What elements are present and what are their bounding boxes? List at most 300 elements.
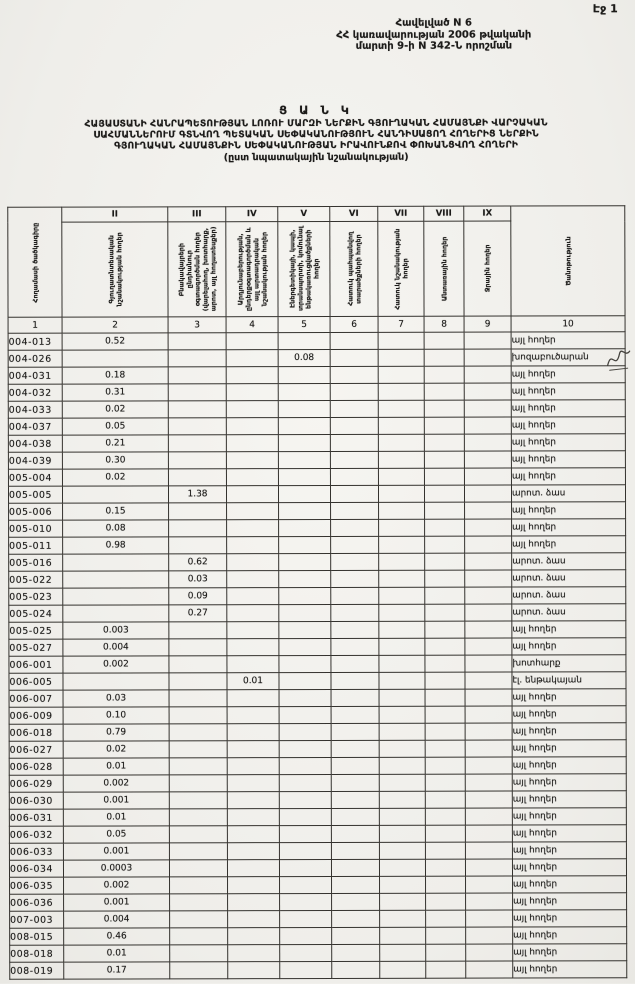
area-value: 0.27 [169, 605, 227, 622]
area-value [279, 553, 331, 570]
area-value [169, 537, 227, 554]
appendix-header [254, 17, 614, 52]
land-type-note: էլ. ենթակայան [512, 672, 626, 689]
area-value [170, 945, 228, 962]
land-type-note: խոտհարք [512, 655, 626, 672]
parcel-code: 004-031 [8, 367, 62, 384]
area-value [331, 655, 379, 672]
header-roman-row-el [8, 206, 625, 223]
area-value: 0.05 [62, 418, 168, 435]
area-value [466, 876, 513, 893]
land-type-note: այլ հողեր [511, 332, 625, 349]
area-value: 0.02 [63, 741, 169, 758]
table-row [10, 961, 627, 980]
table-row [9, 672, 626, 691]
area-value [425, 655, 465, 672]
area-value [280, 944, 332, 961]
land-type-note: այլ հողեր [513, 910, 627, 927]
appendix-header-line: ՀՀ կառավարության 2006 թվականի [336, 28, 532, 41]
parcel-code: 005-027 [9, 639, 63, 656]
area-value [464, 468, 511, 485]
table-row [9, 621, 626, 640]
column-header-label: Հատուկ պահպանվող տարածքների հողեր [345, 231, 363, 307]
area-value [378, 485, 424, 502]
area-value: 0.08 [278, 349, 330, 366]
area-value [331, 638, 379, 655]
area-value [331, 808, 379, 825]
column-header [8, 207, 62, 317]
area-value [228, 928, 280, 945]
area-value [465, 791, 512, 808]
area-value: 1.38 [168, 486, 226, 503]
area-value: 0.46 [64, 928, 170, 945]
area-value [278, 400, 330, 417]
parcel-code: 008-015 [10, 928, 64, 945]
area-value [465, 502, 512, 519]
area-value [169, 843, 227, 860]
area-value [226, 469, 278, 486]
area-value [279, 587, 331, 604]
table-row [9, 757, 626, 776]
table-row [9, 536, 626, 555]
parcel-code: 004-038 [8, 435, 62, 452]
area-value: 0.52 [62, 333, 168, 350]
parcel-code: 006-035 [10, 877, 64, 894]
area-value [169, 503, 227, 520]
table-row [8, 451, 625, 470]
table-row [9, 706, 626, 725]
area-value [331, 502, 379, 519]
area-value [168, 452, 226, 469]
table-row [10, 910, 627, 929]
column-header [168, 222, 226, 317]
parcel-code: 008-018 [10, 945, 64, 962]
area-value [464, 485, 511, 502]
area-value [379, 723, 425, 740]
column-header [62, 222, 168, 317]
area-value [379, 859, 425, 876]
area-value [279, 859, 331, 876]
area-value [227, 639, 279, 656]
parcel-code: 008-019 [10, 962, 64, 979]
column-header [226, 222, 278, 317]
area-value [425, 723, 465, 740]
table-row [9, 638, 626, 657]
parcel-code: 006-032 [9, 826, 63, 843]
table-row [9, 553, 626, 572]
title-subnote: (ըստ նպատակային նշանակության) [223, 152, 409, 164]
area-value [465, 689, 512, 706]
land-type-note: այլ հողեր [512, 689, 626, 706]
land-type-note: այլ հողեր [513, 927, 627, 944]
area-value [169, 690, 227, 707]
area-value [227, 520, 279, 537]
column-header-label: Գյուղատնտեսական նշանակության հողեր [106, 232, 124, 307]
land-type-note: այլ հողեր [513, 876, 627, 893]
area-value [227, 537, 279, 554]
area-value [465, 587, 512, 604]
area-value [379, 587, 425, 604]
area-value [464, 451, 511, 468]
area-value [169, 520, 227, 537]
area-value [170, 928, 228, 945]
area-value [465, 706, 512, 723]
table-row [8, 468, 625, 487]
parcel-code: 005-023 [9, 588, 63, 605]
area-value [425, 689, 465, 706]
area-value [425, 808, 465, 825]
area-value [424, 383, 464, 400]
area-value [426, 927, 466, 944]
area-value [380, 927, 426, 944]
area-value [280, 876, 332, 893]
column-header-label: Էներգետիկայի, կապի, տրանսպորտի, կոմունալ ենթակառուցվածքների հողեր [287, 226, 320, 312]
area-value [228, 962, 280, 979]
area-value [279, 536, 331, 553]
area-value [380, 910, 426, 927]
area-value [169, 775, 227, 792]
area-value [169, 792, 227, 809]
column-header-label: Բնակավայրերի ընդհանուր օգտագործման հողեր (վարելահող, խոտհարք, արոտ, այլ հողատեսքեր) [176, 226, 218, 312]
area-value [278, 434, 330, 451]
area-value [227, 826, 279, 843]
column-roman-numeral: II [62, 207, 168, 222]
land-type-note: այլ հողեր [512, 519, 626, 536]
area-value [424, 332, 464, 349]
table-row [9, 587, 626, 606]
table-row [8, 434, 625, 453]
area-value [168, 333, 226, 350]
area-value [331, 536, 379, 553]
area-value [63, 673, 169, 690]
area-value [227, 605, 279, 622]
area-value [62, 486, 168, 503]
area-value [331, 587, 379, 604]
area-value [227, 588, 279, 605]
area-value [278, 366, 330, 383]
column-header-label: Անտառային հողեր [439, 236, 449, 301]
area-value [227, 656, 279, 673]
area-value: 0.31 [62, 384, 168, 401]
column-header [424, 221, 464, 316]
table-row [9, 825, 626, 844]
area-value [465, 740, 512, 757]
area-value [379, 672, 425, 689]
area-value [331, 740, 379, 757]
area-value: 0.15 [63, 503, 169, 520]
land-type-note: այլ հողեր [513, 961, 627, 978]
area-value [378, 366, 424, 383]
area-value: 0.02 [62, 401, 168, 418]
land-type-note: այլ հողեր [512, 774, 626, 791]
land-type-note: այլ հողեր [511, 383, 625, 400]
area-value [425, 825, 465, 842]
area-value [170, 877, 228, 894]
area-value [465, 859, 512, 876]
area-value [63, 571, 169, 588]
area-value [278, 468, 330, 485]
area-value [464, 349, 511, 366]
land-type-note: այլ հողեր [512, 825, 626, 842]
column-roman-numeral: III [168, 207, 226, 222]
area-value [279, 502, 331, 519]
column-number: 8 [424, 316, 464, 332]
parcel-code: 007-003 [10, 911, 64, 928]
header-number-row-el [8, 316, 625, 334]
area-value [332, 961, 380, 978]
land-type-note: այլ հողեր [511, 451, 625, 468]
area-value [278, 485, 330, 502]
table-row [9, 791, 626, 810]
area-value [465, 536, 512, 553]
area-value [226, 367, 278, 384]
land-type-note: այլ հողեր [512, 621, 626, 638]
area-value: 0.03 [169, 571, 227, 588]
table-row [9, 774, 626, 793]
area-value [280, 893, 332, 910]
parcel-code: 006-007 [9, 690, 63, 707]
table-row [9, 689, 626, 708]
table-row [9, 502, 626, 521]
area-value [378, 332, 424, 349]
area-value: 0.01 [63, 809, 169, 826]
area-value [169, 622, 227, 639]
table-row [9, 859, 626, 878]
area-value [279, 672, 331, 689]
parcel-code: 005-010 [9, 520, 63, 537]
table-row [8, 332, 625, 351]
area-value [227, 792, 279, 809]
table-row [9, 655, 626, 674]
area-value [278, 332, 330, 349]
area-value [278, 451, 330, 468]
area-value: 0.17 [64, 962, 170, 979]
area-value [332, 910, 380, 927]
table-row [8, 383, 625, 402]
table-row [9, 519, 626, 538]
area-value [279, 638, 331, 655]
area-value [279, 825, 331, 842]
area-value [227, 690, 279, 707]
area-value [425, 859, 465, 876]
area-value [379, 536, 425, 553]
column-number: 6 [330, 316, 378, 332]
column-header [464, 221, 511, 316]
appendix-header-line: մարտի 9-ի N 342-Ն որոշման [355, 40, 513, 52]
column-number: 10 [511, 316, 625, 332]
area-value [465, 825, 512, 842]
area-value: 0.002 [63, 775, 169, 792]
area-value [169, 860, 227, 877]
area-value [379, 808, 425, 825]
area-value [379, 553, 425, 570]
area-value [279, 706, 331, 723]
table-row [9, 740, 626, 759]
area-value: 0.18 [62, 367, 168, 384]
area-value: 0.002 [64, 877, 170, 894]
area-value [379, 791, 425, 808]
area-value [279, 740, 331, 757]
table-row [10, 927, 627, 946]
area-value [466, 893, 513, 910]
area-value [331, 774, 379, 791]
area-value [279, 757, 331, 774]
table-row [9, 604, 626, 623]
area-value: 0.01 [64, 945, 170, 962]
parcel-code: 006-033 [9, 843, 63, 860]
column-header-label: Արդյունաբերության, ընդերքօգտագործման և այլ արտադրական նշանակության հողեր [235, 227, 269, 312]
area-value [424, 366, 464, 383]
area-value [379, 519, 425, 536]
area-value [330, 366, 378, 383]
area-value: 0.62 [169, 554, 227, 571]
area-value [330, 417, 378, 434]
area-value: 0.98 [63, 537, 169, 554]
area-value [279, 842, 331, 859]
area-value [331, 519, 379, 536]
area-value [170, 911, 228, 928]
area-value [227, 622, 279, 639]
table-row [9, 723, 626, 742]
area-value [464, 400, 511, 417]
area-value: 0.79 [63, 724, 169, 741]
area-value [331, 791, 379, 808]
table-row [8, 417, 625, 436]
area-value [465, 842, 512, 859]
area-value [279, 621, 331, 638]
area-value [466, 961, 513, 978]
area-value [169, 724, 227, 741]
area-value: 0.30 [62, 452, 168, 469]
parcel-code: 005-022 [9, 571, 63, 588]
table-row [8, 349, 625, 368]
area-value [331, 859, 379, 876]
area-value [379, 638, 425, 655]
land-type-note: արոտ. ձաս [512, 604, 626, 621]
area-value: 0.0003 [63, 860, 169, 877]
area-value: 0.002 [63, 656, 169, 673]
area-value [279, 774, 331, 791]
area-value [226, 418, 278, 435]
land-type-note: այլ հողեր [512, 842, 626, 859]
area-value [331, 842, 379, 859]
area-value [331, 604, 379, 621]
area-value [425, 587, 465, 604]
area-value [379, 757, 425, 774]
parcel-code: 006-031 [9, 809, 63, 826]
area-value: 0.004 [63, 639, 169, 656]
area-value [227, 503, 279, 520]
area-value [465, 655, 512, 672]
land-type-note: արոտ. ձաս [512, 570, 626, 587]
area-value: 0.01 [63, 758, 169, 775]
area-value [227, 554, 279, 571]
column-number: 1 [8, 317, 62, 333]
area-value: 0.08 [63, 520, 169, 537]
area-value [465, 604, 512, 621]
land-type-note: այլ հողեր [512, 740, 626, 757]
area-value [62, 350, 168, 367]
area-value [379, 621, 425, 638]
area-value [425, 672, 465, 689]
area-value [330, 434, 378, 451]
table-row [8, 485, 625, 504]
area-value [464, 332, 511, 349]
area-value [378, 451, 424, 468]
parcel-code: 005-004 [8, 469, 62, 486]
area-value [425, 638, 465, 655]
area-value: 0.03 [63, 690, 169, 707]
column-number: 5 [278, 316, 330, 332]
land-type-note: այլ հողեր [512, 757, 626, 774]
area-value [425, 706, 465, 723]
area-value [426, 893, 466, 910]
area-value [380, 944, 426, 961]
area-value [331, 553, 379, 570]
table-row [9, 570, 626, 589]
area-value [168, 384, 226, 401]
area-value [379, 655, 425, 672]
area-value [168, 367, 226, 384]
column-header-label: Հատուկ նշանակության հողեր [392, 228, 409, 310]
area-value: 0.10 [63, 707, 169, 724]
land-type-note: այլ հողեր [513, 893, 627, 910]
appendix-header-line: Հավելված N 6 [395, 17, 472, 29]
area-value [227, 707, 279, 724]
area-value [331, 706, 379, 723]
area-value [425, 791, 465, 808]
area-value [466, 910, 513, 927]
area-value: 0.21 [62, 435, 168, 452]
land-type-note: արոտ. ձաս [512, 553, 626, 570]
area-value [331, 672, 379, 689]
title-line: ՍԱՀՄԱՆՆԵՐՈՒՄ ԳՏՆՎՈՂ ՊԵՏԱԿԱՆ ՍԵՓԱԿԱՆՈՒԹՅՈՒՆ ՀԱՆԴԻՍԱՑՈՂ ՀՈՂԵՐԻՑ ՆԵՐՔԻՆ [93, 128, 539, 141]
area-value [330, 332, 378, 349]
area-value [227, 860, 279, 877]
area-value [63, 588, 169, 605]
land-type-note: այլ հողեր [511, 400, 625, 417]
land-type-note: արոտ. ձաս [512, 587, 626, 604]
area-value [465, 757, 512, 774]
parcel-code: 005-011 [9, 537, 63, 554]
area-value [332, 893, 380, 910]
area-value: 0.004 [64, 911, 170, 928]
area-value [330, 451, 378, 468]
area-value [228, 894, 280, 911]
parcel-code: 005-025 [9, 622, 63, 639]
area-value [228, 877, 280, 894]
parcel-code: 006-005 [9, 673, 63, 690]
parcel-code: 004-013 [8, 333, 62, 350]
table-row [9, 808, 626, 827]
area-value [425, 621, 465, 638]
column-number: 2 [62, 317, 168, 333]
area-value [278, 383, 330, 400]
table-body [8, 332, 627, 980]
area-value [226, 435, 278, 452]
area-value: 0.02 [62, 469, 168, 486]
area-value [63, 554, 169, 571]
column-header-label: Ծանոթություն [563, 236, 572, 286]
area-value [331, 757, 379, 774]
area-value [168, 435, 226, 452]
column-header-label: Ջրային հողեր [483, 244, 492, 293]
area-value: 0.003 [63, 622, 169, 639]
parcel-code: 004-032 [8, 384, 62, 401]
area-value [425, 502, 465, 519]
area-value [332, 876, 380, 893]
area-value [378, 383, 424, 400]
